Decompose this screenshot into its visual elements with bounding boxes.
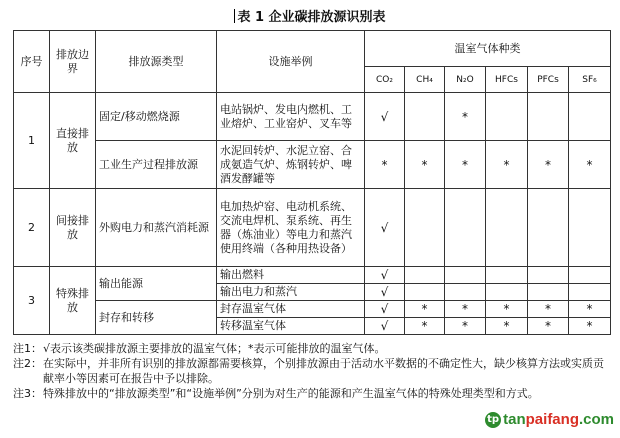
cell-mark bbox=[569, 189, 611, 267]
cell-mark: √ bbox=[365, 284, 405, 301]
header-seq: 序号 bbox=[14, 31, 50, 93]
cell-facility: 转移温室气体 bbox=[217, 318, 365, 335]
cell-facility: 封存温室气体 bbox=[217, 301, 365, 318]
table-row bbox=[14, 141, 611, 189]
cell-facility: 水泥回转炉、水泥立窑、合成氨造气炉、炼钢转炉、啤酒发酵罐等 bbox=[217, 141, 365, 189]
cell-source: 外购电力和蒸汽消耗源 bbox=[96, 189, 217, 267]
note-text: 在实际中，并非所有识别的排放源都需要核算，个别排放源由于活动水平数据的不确定性大，缺少核算方法或实质贡献率小等因素可在报告中予以排除。 bbox=[43, 357, 604, 385]
cell-mark bbox=[405, 267, 445, 284]
cell-mark bbox=[528, 93, 569, 141]
header-gas: SF₆ bbox=[569, 67, 611, 93]
header-gas-group: 温室气体种类 bbox=[365, 31, 611, 67]
table-row bbox=[14, 267, 611, 284]
logo-middle: paifang bbox=[525, 411, 579, 428]
cell-boundary: 直接排放 bbox=[50, 93, 96, 189]
cell-mark: * bbox=[405, 141, 445, 189]
cell-mark: * bbox=[445, 318, 486, 335]
cell-mark: * bbox=[569, 318, 611, 335]
cell-mark: * bbox=[569, 141, 611, 189]
cell-mark bbox=[528, 189, 569, 267]
note-1 bbox=[13, 341, 613, 356]
cell-mark bbox=[486, 267, 528, 284]
cell-mark: * bbox=[445, 301, 486, 318]
cell-mark: * bbox=[528, 318, 569, 335]
logo-prefix: tan bbox=[503, 411, 526, 428]
cell-mark bbox=[569, 93, 611, 141]
logo-text bbox=[503, 411, 614, 428]
cell-mark: √ bbox=[365, 189, 405, 267]
cell-source: 输出能源 bbox=[96, 267, 217, 301]
header-gas: PFCs bbox=[528, 67, 569, 93]
cell-mark: * bbox=[486, 318, 528, 335]
cell-mark: √ bbox=[365, 267, 405, 284]
cell-mark: * bbox=[405, 318, 445, 335]
cell-boundary: 特殊排放 bbox=[50, 267, 96, 335]
cell-boundary: 间接排放 bbox=[50, 189, 96, 267]
cell-mark: √ bbox=[365, 93, 405, 141]
header-boundary: 排放边界 bbox=[50, 31, 96, 93]
cell-facility: 输出燃料 bbox=[217, 267, 365, 284]
cell-mark: √ bbox=[365, 318, 405, 335]
cell-mark: * bbox=[445, 141, 486, 189]
cell-mark: √ bbox=[365, 301, 405, 318]
note-2 bbox=[13, 356, 613, 386]
cell-mark bbox=[569, 284, 611, 301]
header-facility: 设施举例 bbox=[217, 31, 365, 93]
table-title bbox=[0, 6, 620, 25]
cell-mark: * bbox=[569, 301, 611, 318]
cell-mark bbox=[405, 189, 445, 267]
cell-mark bbox=[445, 267, 486, 284]
text-cursor bbox=[234, 9, 235, 23]
note-text: 特殊排放中的“排放源类型”和“设施举例”分别为对生产的能源和产生温室气体的特殊处理类型和方式。 bbox=[43, 387, 539, 400]
cell-mark bbox=[405, 93, 445, 141]
cell-mark: * bbox=[486, 141, 528, 189]
emission-source-table bbox=[13, 30, 611, 335]
cell-mark bbox=[486, 189, 528, 267]
tanpaifang-logo[interactable] bbox=[485, 411, 614, 428]
cell-mark bbox=[528, 284, 569, 301]
note-text: √表示该类碳排放源主要排放的温室气体；*表示可能排放的温室气体。 bbox=[43, 342, 386, 355]
cell-source: 封存和转移 bbox=[96, 301, 217, 335]
cell-seq: 3 bbox=[14, 267, 50, 335]
logo-suffix: .com bbox=[578, 411, 614, 428]
cell-seq: 1 bbox=[14, 93, 50, 189]
cell-mark: * bbox=[486, 301, 528, 318]
cell-mark bbox=[569, 267, 611, 284]
table-row bbox=[14, 301, 611, 318]
header-gas: N₂O bbox=[445, 67, 486, 93]
cell-mark bbox=[486, 93, 528, 141]
table-row bbox=[14, 93, 611, 141]
cell-mark bbox=[445, 284, 486, 301]
cell-mark: * bbox=[405, 301, 445, 318]
cell-mark bbox=[486, 284, 528, 301]
cell-facility: 输出电力和蒸汽 bbox=[217, 284, 365, 301]
cell-facility: 电站锅炉、发电内燃机、工业熔炉、工业窑炉、叉车等 bbox=[217, 93, 365, 141]
table-row bbox=[14, 189, 611, 267]
note-3 bbox=[13, 386, 613, 401]
table-notes bbox=[13, 341, 613, 401]
note-label: 注3： bbox=[13, 387, 42, 400]
tp-leaf-icon: tp bbox=[485, 412, 501, 428]
cell-source: 固定/移动燃烧源 bbox=[96, 93, 217, 141]
cell-source: 工业生产过程排放源 bbox=[96, 141, 217, 189]
note-label: 注2： bbox=[13, 357, 42, 370]
cell-mark bbox=[528, 267, 569, 284]
header-gas: CH₄ bbox=[405, 67, 445, 93]
header-gas: HFCs bbox=[486, 67, 528, 93]
header-source-type: 排放源类型 bbox=[96, 31, 217, 93]
cell-mark bbox=[445, 189, 486, 267]
cell-mark: * bbox=[528, 301, 569, 318]
cell-seq: 2 bbox=[14, 189, 50, 267]
cell-mark: * bbox=[528, 141, 569, 189]
cell-mark bbox=[405, 284, 445, 301]
cell-facility: 电加热炉窑、电动机系统、交流电焊机、泵系统、再生器（炼油业）等电力和蒸汽使用终端（各种用热设备） bbox=[217, 189, 365, 267]
note-label: 注1： bbox=[13, 342, 42, 355]
cell-mark: * bbox=[365, 141, 405, 189]
table-title-text: 表 1 企业碳排放源识别表 bbox=[237, 10, 386, 25]
cell-mark: * bbox=[445, 93, 486, 141]
header-gas: CO₂ bbox=[365, 67, 405, 93]
